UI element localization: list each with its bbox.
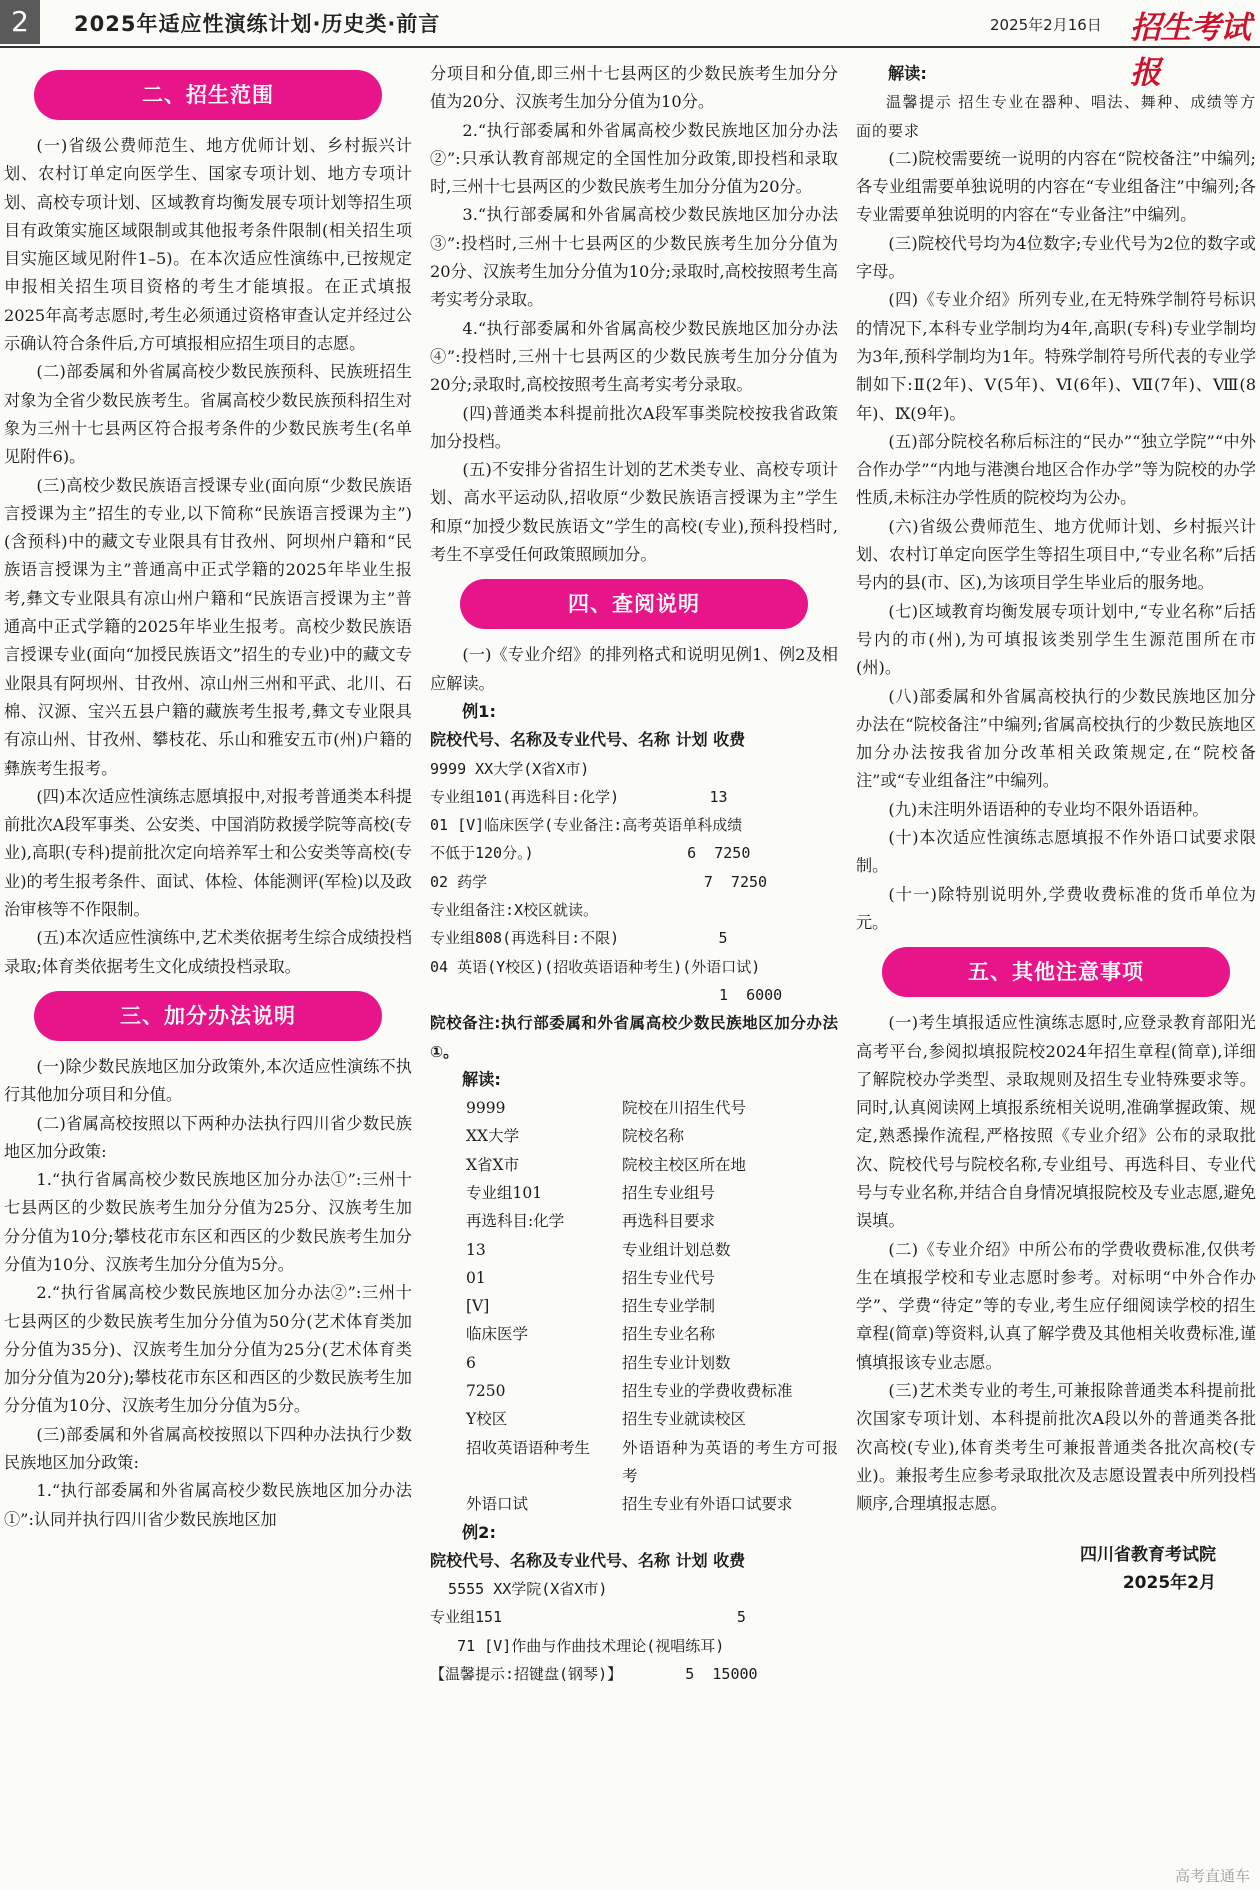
interpretation-label: 解读:: [462, 1069, 501, 1089]
paragraph: (四)本次适应性演练志愿填报中,对报考普通类本科提前批次A段军事类、公安类、中国消防救援学院等高校(专业),高职(专科)提前批次定向培养军士和公安类等高校(专业)的考生报考条件、面试、体检、体能测评(军检)以及政治审核等不作限制。: [4, 786, 412, 920]
example-line: 02 药学 7 7250: [430, 872, 768, 891]
interpretation-row: [430, 1405, 838, 1433]
example-line: 5555 XX学院(X省X市): [430, 1580, 608, 1599]
interpretation-key: 专业组101: [466, 1183, 543, 1202]
example-line: 01 [V]临床医学(专业备注:高考英语单科成绩: [430, 816, 743, 835]
example-line: 71 [V]作曲与作曲技术理论(视唱练耳): [430, 1636, 725, 1655]
paragraph: (八)部委属和外省属高校执行的少数民族地区加分办法在“院校备注”中编列;省属高校执行的少数民族地区加分办法按我省加分改革相关政策规定,在“院校备注”或“专业组备注”中编列。: [856, 686, 1256, 791]
example-2-header: 院校代号、名称及专业代号、名称 计划 收费: [430, 1550, 746, 1570]
example-2-title: 例2:: [462, 1522, 496, 1542]
interpretation-row: [430, 1207, 838, 1235]
interpretation-value: 招生专业计划数: [622, 1353, 731, 1372]
interpretation-row: [430, 1264, 838, 1292]
paragraph: 1.“执行部委属和外省属高校少数民族地区加分办法①”:认同并执行四川省少数民族地区加: [4, 1481, 412, 1529]
interpretation-row: [430, 1094, 838, 1122]
paragraph: (二)省属高校按照以下两种办法执行四川省少数民族地区加分政策:: [4, 1113, 412, 1161]
interpretation-value: 招生专业学制: [622, 1297, 716, 1316]
interpretation-value: 专业组计划总数: [622, 1240, 731, 1259]
paragraph: (三)部委属和外省属高校按照以下四种办法执行少数民族地区加分政策:: [4, 1424, 412, 1473]
paragraph: (一)考生填报适应性演练志愿时,应登录教育部阳光高考平台,参阅拟填报院校2024年招生章程(简章),详细了解院校办学类型、录取规则及招生专业特殊要求等。同时,认真阅读网上填报系统相关说明,准确掌握政策、规定,熟悉操作流程,严格按照《专业介绍》公布的录取批次、院校代号与院校名称,专业组号、再选科目、专业代号与专业名称,并结合自身情况填报院校及专业志愿,避免误填。: [856, 1013, 1256, 1231]
signature-date: 2025年2月: [1122, 1572, 1216, 1593]
interpretation-key: XX大学: [466, 1127, 520, 1146]
interpretation-value: 外语语种为英语的考生方可报考: [622, 1438, 838, 1485]
paragraph: (九)未注明外语语种的专业均不限外语语种。: [888, 799, 1209, 819]
paragraph: (六)省级公费师范生、地方优师计划、乡村振兴计划、农村订单定向医学生等招生项目中,“专业名称”后括号内的县(市、区),为该项目学生毕业后的服务地。: [856, 516, 1256, 593]
paragraph: (五)不安排分省招生计划的艺术类专业、高校专项计划、高水平运动队,招收原“少数民族语言授课为主”学生和原“加授少数民族语文”学生的高校(专业),预科投档时,考生不享受任何政策照顾加分。: [430, 460, 838, 565]
interpretation-list: [430, 1094, 838, 1518]
paragraph: 1.“执行省属高校少数民族地区加分办法①”:三州十七县两区的少数民族考生加分分值为25分、汉族考生加分分值为10分;攀枝花市东区和西区的少数民族考生加分分值为10分、汉族考生加分分值为5分。: [4, 1170, 412, 1274]
paragraph: 4.“执行部委属和外省属高校少数民族地区加分办法④”:投档时,三州十七县两区的少数民族考生加分分值为20分;录取时,高校按照考生高考实考分录取。: [430, 318, 838, 395]
column-3: [856, 60, 1256, 1597]
paragraph: (一)省级公费师范生、地方优师计划、乡村振兴计划、农村订单定向医学生、国家专项计划、地方专项计划、高校专项计划、区域教育均衡发展专项计划等招生项目有政策实施区域限制或其他报考条件限制(相关招生项目实施区域见附件1–5)。在本次适应性演练中,已按规定申报相关招生项目资格的考生才能填报。在正式填报2025年高考志愿时,考生必须通过资格审查认定并经过公示确认符合条件后,方可填报相应招生项目的志愿。: [4, 136, 412, 354]
example-line: 专业组151 5: [430, 1608, 746, 1627]
example-line: 04 英语(Y校区)(招收英语语种考生)(外语口试): [430, 957, 761, 976]
interpretation-row: [430, 1320, 838, 1348]
example-2-lines: [430, 1575, 838, 1688]
section-banner-enrollment-scope: 二、招生范围: [34, 70, 382, 120]
section-banner-bonus-points: 三、加分办法说明: [34, 991, 382, 1041]
example-line: 专业组101(再选科目:化学) 13: [430, 787, 728, 806]
section-banner-reading-guide: 四、查阅说明: [460, 579, 808, 629]
example-line: 不低于120分。) 6 7250: [430, 844, 751, 863]
column-2: [430, 60, 838, 1688]
paragraph: (十一)除特别说明外,学费收费标准的货币单位为元。: [856, 884, 1256, 932]
signature-issuer: 四川省教育考试院: [1080, 1544, 1216, 1565]
interpretation-value: 再选科目要求: [622, 1212, 716, 1231]
interpretation-row: [430, 1122, 838, 1150]
paragraph: (四)普通类本科提前批次A段军事类院校按我省政策加分投档。: [430, 403, 838, 451]
paragraph: (七)区域教育均衡发展专项计划中,“专业名称”后括号内的市(州),为可填报该类别学生生源范围所在市(州)。: [856, 601, 1256, 678]
paragraph: (四)《专业介绍》所列专业,在无特殊学制符号标识的情况下,本科专业学制均为4年,高职(专科)专业学制均为3年,预科学制均为1年。特殊学制符号所代表的专业学制如下:Ⅱ(2年)、Ⅴ(5年)、Ⅵ(6年)、Ⅶ(7年)、Ⅷ(8年)、Ⅸ(9年)。: [856, 290, 1256, 423]
interpretation-key: 9999: [466, 1099, 506, 1118]
interpretation-value: 院校名称: [622, 1127, 685, 1146]
paragraph: (二)部委属和外省属高校少数民族预科、民族班招生对象为全省少数民族考生。省属高校少数民族预科招生对象为三州十七县两区符合报考条件的少数民族考生(名单见附件6)。: [4, 362, 412, 467]
interpretation-value: 招生专业组号: [622, 1183, 716, 1202]
section-banner-other-notes: 五、其他注意事项: [882, 947, 1230, 997]
interpretation-value: 招生专业就读校区: [622, 1410, 747, 1429]
example-line: 专业组808(再选科目:不限) 5: [430, 929, 728, 948]
paragraph: (十)本次适应性演练志愿填报不作外语口试要求限制。: [856, 828, 1256, 876]
interpretation-key: X省X市: [466, 1155, 520, 1174]
paragraph: (三)高校少数民族语言授课专业(面向原“少数民族语言授课为主”招生的专业,以下简称“民族语言授课为主”)(含预科)中的藏文专业限具有甘孜州、阿坝州户籍和“民族语言授课为主”普通高中正式学籍的2025年毕业生报考,彝文专业限具有凉山州户籍和“民族语言授课为主”普通高中正式学籍的2025年毕业生报考。高校少数民族语言授课专业(面向“加授民族语文”招生的专业)中的藏文专业限具有阿坝州、甘孜州、凉山州三州和平武、北川、石棉、汉源、宝兴五县户籍的藏族考生报考,彝文专业限具有凉山州、甘孜州、攀枝花、乐山和雅安五市(州)户籍的彝族考生报考。: [4, 475, 412, 778]
interpretation-value: 院校主校区所在地: [622, 1155, 747, 1174]
interpretation-row: [430, 1236, 838, 1264]
paragraph: (三)院校代号均为4位数字;专业代号为2位的数字或字母。: [856, 233, 1256, 282]
tip-note: 温馨提示 招生专业在器种、唱法、舞种、成绩等方面的要求: [856, 93, 1256, 140]
example-1-lines: [430, 755, 838, 1010]
example-1-title: 例1:: [462, 701, 496, 721]
interpretation-row: [430, 1151, 838, 1179]
interpretation-row: [430, 1349, 838, 1377]
paragraph: 3.“执行部委属和外省属高校少数民族地区加分办法③”:投档时,三州十七县两区的少数民族考生加分分值为20分、汉族考生加分分值为10分;录取时,高校按照考生高考实考分录取。: [430, 205, 838, 310]
column-1: [4, 60, 412, 1534]
issue-date: 2025年2月16日: [990, 16, 1102, 34]
example-1-header: 院校代号、名称及专业代号、名称 计划 收费: [430, 730, 746, 750]
interpretation-key: 外语口试: [466, 1495, 529, 1514]
example-line: 专业组备注:X校区就读。: [430, 901, 599, 920]
page-number: 2: [0, 0, 40, 44]
interpretation-key: Y校区: [466, 1410, 508, 1429]
interpretation-row: [430, 1434, 838, 1491]
paragraph: 2.“执行省属高校少数民族地区加分办法②”:三州十七县两区的少数民族考生加分分值为50分(艺术体育类加分分值为35分)、汉族考生加分分值为25分(艺术体育类加分分值为20分);攀枝花市东区和西区的少数民族考生加分分值为10分、汉族考生加分分值为5分。: [4, 1283, 412, 1416]
watermark: 高考直通车: [1174, 1867, 1250, 1885]
newspaper-logo: 招生考试报: [1130, 10, 1250, 91]
paragraph: (二)院校需要统一说明的内容在“院校备注”中编列;各专业组需要单独说明的内容在“专业组备注”中编列;各专业需要单独说明的内容在“专业备注”中编列。: [856, 148, 1256, 225]
paragraph: (五)本次适应性演练中,艺术类依据考生综合成绩投档录取;体育类依据考生文化成绩投档录取。: [4, 928, 412, 976]
interpretation-key: 01: [466, 1268, 486, 1287]
interpretation-row: [430, 1490, 838, 1518]
paragraph: (五)部分院校名称后标注的“民办”“独立学院”“中外合作办学”“内地与港澳台地区合作办学”等为院校的办学性质,未标注办学性质的院校均为公办。: [856, 431, 1256, 508]
interpretation-label: 解读:: [888, 64, 927, 83]
interpretation-key: 6: [466, 1353, 476, 1372]
interpretation-value: 招生专业的学费收费标准: [622, 1382, 793, 1401]
interpretation-key: 13: [466, 1240, 486, 1259]
paragraph: (三)艺术类专业的考生,可兼报除普通类本科提前批次国家专项计划、本科提前批次A段以外的普通类各批次高校(专业),体育类考生可兼报普通类各批次高校(专业)。兼报考生应参考录取批次及志愿设置表中所列投档顺序,合理填报志愿。: [856, 1381, 1256, 1514]
interpretation-value: 院校在川招生代号: [622, 1099, 747, 1118]
example-line: 【温馨提示:招键盘(钢琴)】 5 15000: [430, 1665, 758, 1684]
paragraph: (二)《专业介绍》中所公布的学费收费标准,仅供考生在填报学校和专业志愿时参考。对标明“中外合作办学”、学费“待定”等的专业,考生应仔细阅读学校的招生章程(简章)等资料,认真了解学费及其他相关收费标准,谨慎填报该专业志愿。: [856, 1239, 1256, 1372]
interpretation-key: 招收英语语种考生: [466, 1438, 591, 1457]
interpretation-row: [430, 1179, 838, 1207]
example-line: 9999 XX大学(X省X市): [430, 759, 590, 778]
paragraph: 2.“执行部委属和外省属高校少数民族地区加分办法②”:只承认教育部规定的全国性加分政策,即投档和录取时,三州十七县两区的少数民族考生加分分值为20分。: [430, 120, 838, 197]
interpretation-key: 7250: [466, 1382, 506, 1401]
interpretation-value: 招生专业名称: [622, 1325, 716, 1344]
example-1-note: 院校备注:执行部委属和外省属高校少数民族地区加分办法①。: [430, 1014, 838, 1061]
interpretation-value: 招生专业代号: [622, 1268, 716, 1287]
interpretation-value: 招生专业有外语口试要求: [622, 1495, 793, 1514]
interpretation-key: 临床医学: [466, 1325, 529, 1344]
paragraph: (一)除少数民族地区加分政策外,本次适应性演练不执行其他加分项目和分值。: [4, 1056, 412, 1105]
paragraph: 分项目和分值,即三州十七县两区的少数民族考生加分分值为20分、汉族考生加分分值为10分。: [430, 64, 838, 112]
paragraph: (一)《专业介绍》的排列格式和说明见例1、例2及相应解读。: [430, 645, 838, 693]
interpretation-row: [430, 1377, 838, 1405]
interpretation-row: [430, 1292, 838, 1320]
interpretation-key: 再选科目:化学: [466, 1212, 565, 1231]
interpretation-key: [V]: [466, 1297, 490, 1316]
page-title: 2025年适应性演练计划·历史类·前言: [74, 12, 441, 36]
example-line: 1 6000: [430, 985, 783, 1004]
